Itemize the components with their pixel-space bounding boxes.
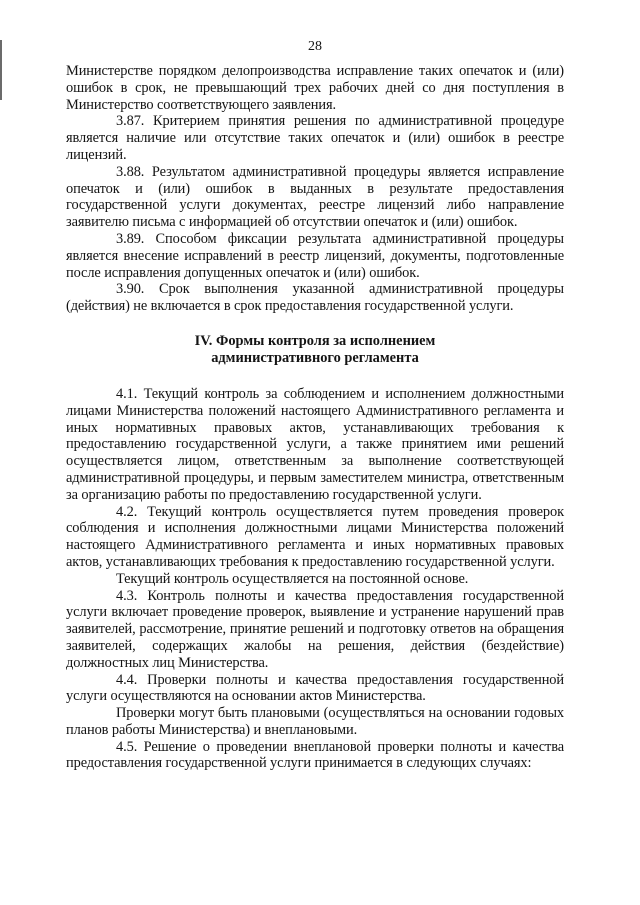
page-number: 28 xyxy=(308,39,322,54)
paragraph-3-87: 3.87. Критерием принятия решения по административной процедуре является наличие или отсутствие таких опечаток и (или) ошибок в реестре лицензий. xyxy=(66,113,564,163)
paragraph-4-4: 4.4. Проверки полноты и качества предоставления государственной услуги осуществляются на основании актов Министерства. xyxy=(66,671,564,705)
section-heading-line2: административного регламента xyxy=(211,349,419,366)
paragraph-4-5: 4.5. Решение о проведении внеплановой проверки полноты и качества предоставления государственной услуги принимается в следующих случаях: xyxy=(66,738,564,772)
document-page xyxy=(66,38,564,772)
paragraph-4-1: 4.1. Текущий контроль за соблюдением и исполнением должностными лицами Министерства положений настоящего Административного регламента и иных нормативных правовых актов, устанавливающих требования к предоставлению государственной услуги, а также принятием ими решений осуществляется лицом, ответственным за выполнение соответствующей административной процедуры, и первым заместителем министра, ответственным за организацию работы по предоставлению государственной услуги. xyxy=(66,385,564,503)
paragraph-3-89: 3.89. Способом фиксации результата административной процедуры является внесение исправлений в реестр лицензий, документы, подготовленные после исправления допущенных опечаток и (или) ошибок. xyxy=(66,230,564,281)
paragraph-4-2-continuous: Текущий контроль осуществляется на постоянной основе. xyxy=(116,570,469,587)
paragraphs-after-section xyxy=(66,386,564,772)
paragraph-4-4-planned: Проверки могут быть плановыми (осуществляться на основании годовых планов работы Министерства) и внеплановыми. xyxy=(66,705,564,738)
section-heading xyxy=(66,333,564,367)
paragraph-continuation: Министерстве порядком делопроизводства исправление таких опечаток и (или) ошибок в срок, не превышающий трех рабочих дней со дня поступления в Министерство соответствующего заявления. xyxy=(66,63,564,113)
paragraph-4-2: 4.2. Текущий контроль осуществляется путем проведения проверок соблюдения и исполнения должностными лицами Министерства положений настоящего Административного регламента и иных нормативных правовых актов, устанавливающих требования к предоставлению государственной услуги. xyxy=(66,503,564,570)
paragraph-3-88: 3.88. Результатом административной процедуры является исправление опечаток и (или) ошибок в выданных в результате предоставления государственной услуги документах, реестре лицензий либо направление заявителю письма с информацией об отсутствии опечаток и (или) ошибок. xyxy=(66,163,564,231)
paragraphs-before-section xyxy=(66,63,564,315)
section-heading-line1: IV. Формы контроля за исполнением xyxy=(194,332,436,349)
paragraph-3-90: 3.90. Срок выполнения указанной административной процедуры (действия) не включается в срок предоставления государственной услуги. xyxy=(66,281,564,315)
paragraph-4-3: 4.3. Контроль полноты и качества предоставления государственной услуги включает проведение проверок, выявление и устранение нарушений прав заявителей, рассмотрение, принятие решений и подготовку ответов на обращения заявителей, содержащих жалобы на решения, действия (бездействие) должностных лиц Министерства. xyxy=(66,587,564,671)
scan-edge-mark xyxy=(0,40,2,100)
